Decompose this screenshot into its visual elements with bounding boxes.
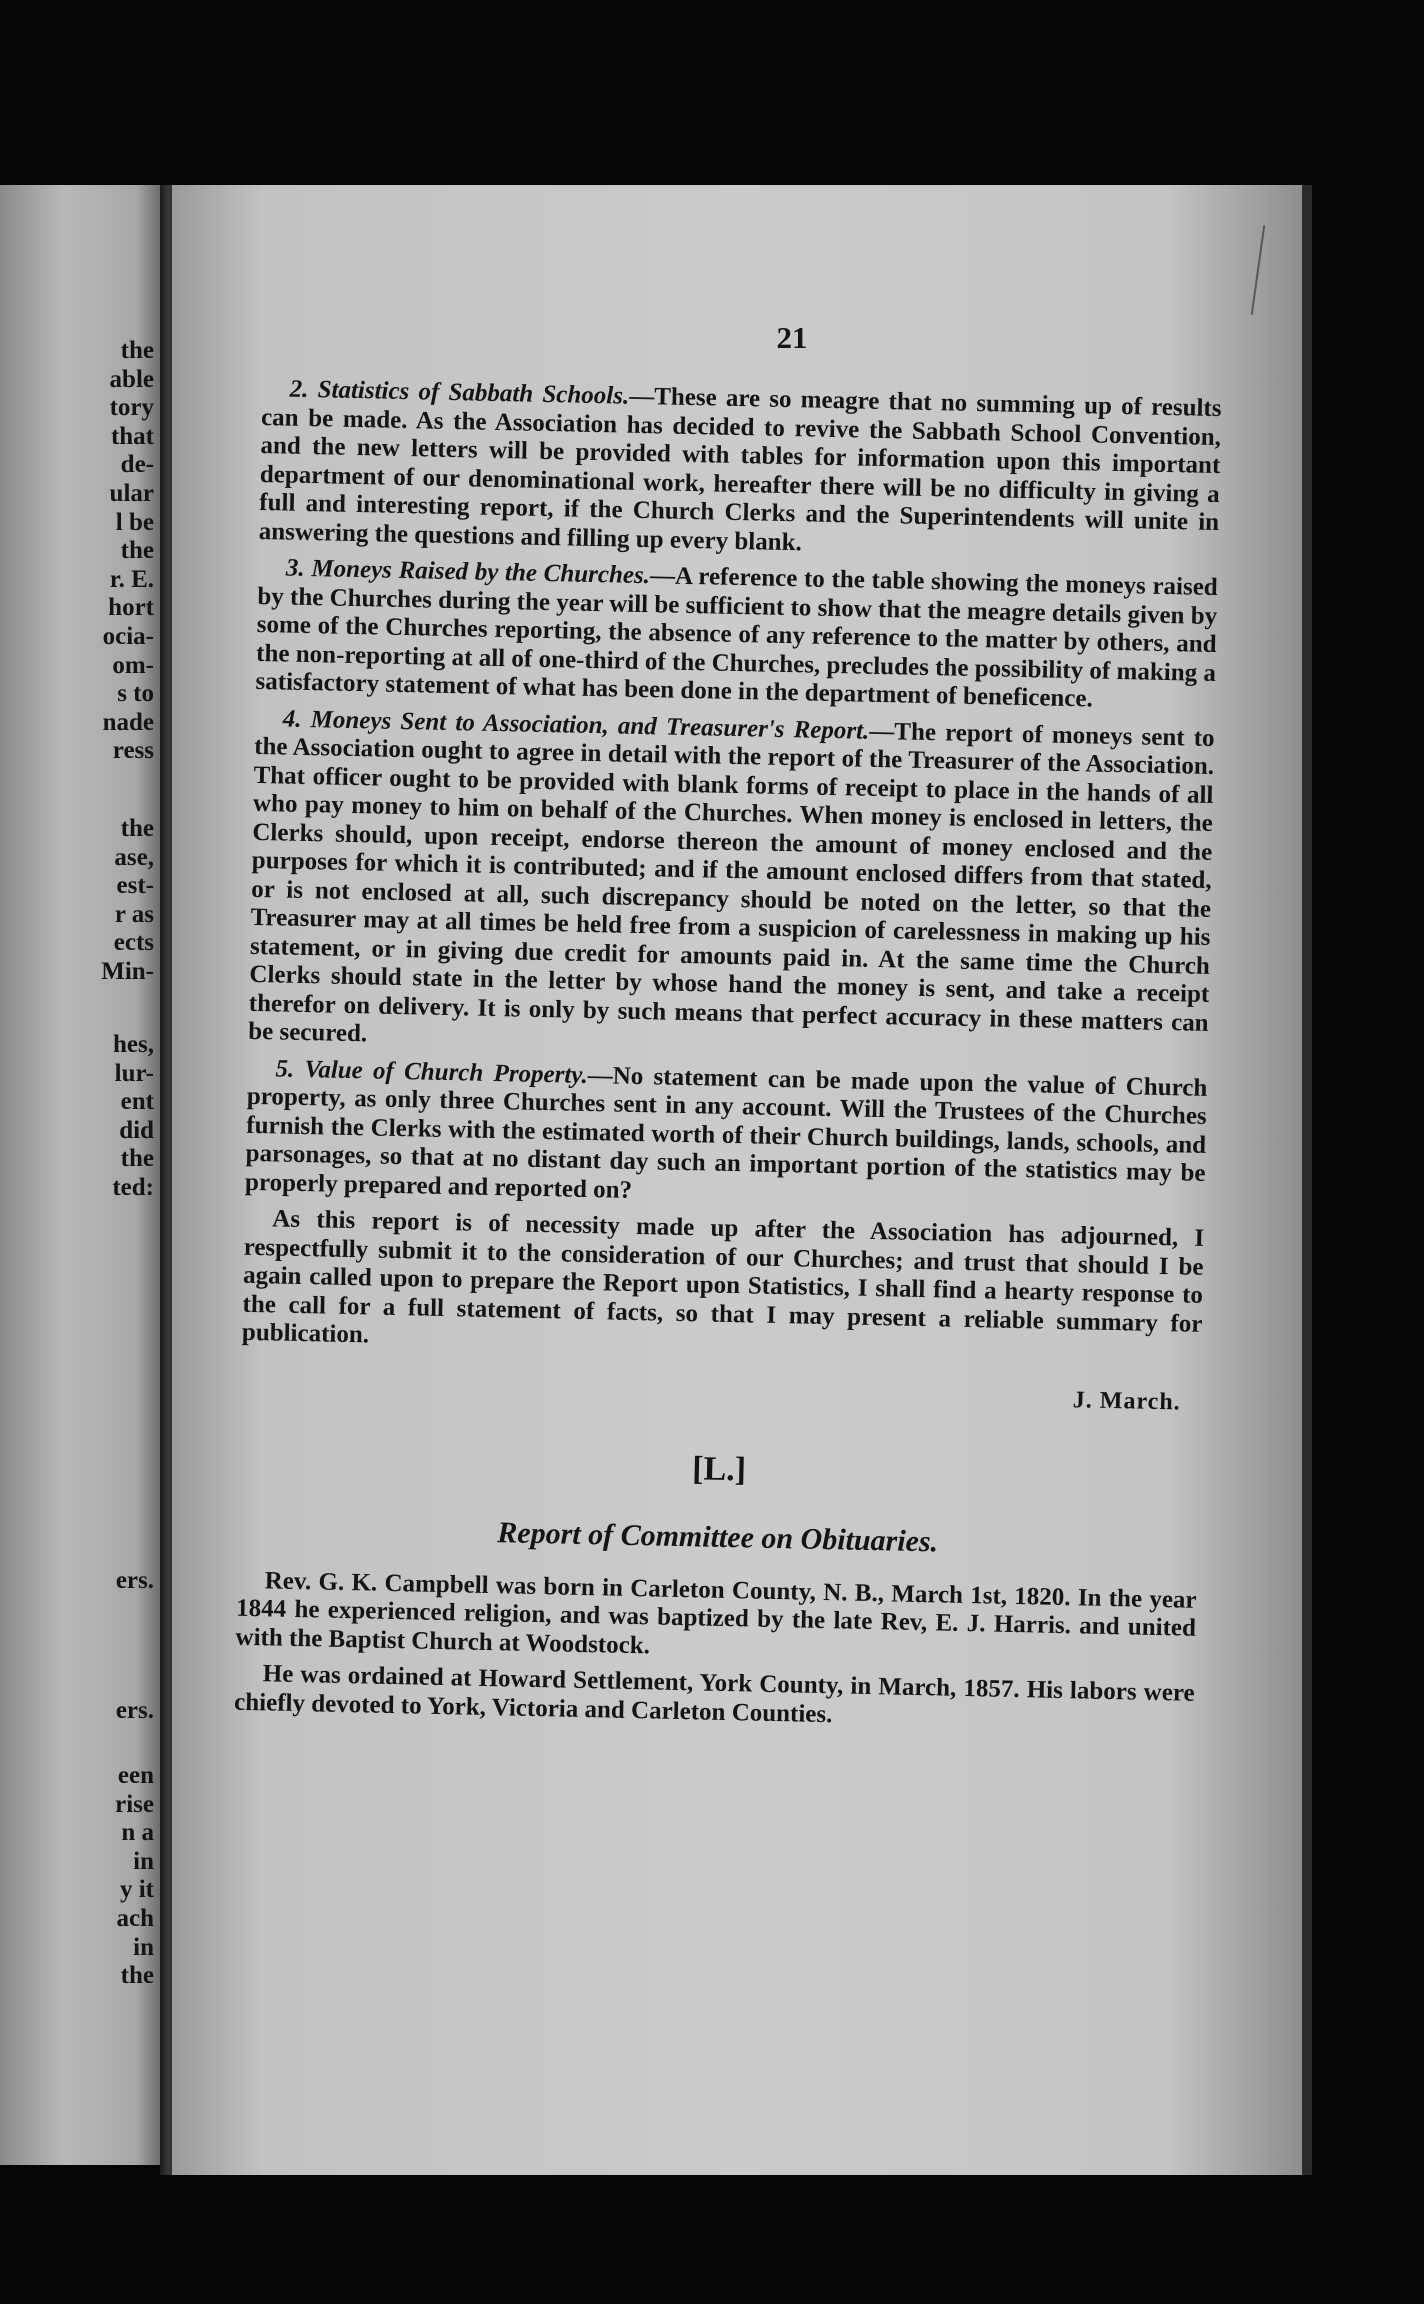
page-number: 21 — [776, 320, 808, 355]
paragraph-church-property — [245, 1054, 1208, 1217]
paragraph-sabbath-schools — [258, 375, 1221, 566]
left-fragment: ress — [112, 737, 154, 765]
left-page-fragment-ers-2 — [4, 1697, 154, 1726]
paragraph-body: —A reference to the table showing the moneys raised by the Churches during the year will be sufficient to show that the meagre details given by some of the Churches reporting, the absence of any reference to the matter by others, and the non-reporting at all of one-third of the Churches, precludes the possibility of making a satisfactory statement of what has been done in the department of beneficence. — [255, 562, 1219, 713]
left-facing-page — [0, 185, 160, 2165]
left-fragment: ted: — [112, 1173, 154, 1201]
left-fragment: did — [119, 1116, 154, 1144]
paragraph-body: —The report of moneys sent to the Association ought to agree in detail with the report of the Treasurer of the Association. That officer ought to be provided with blank forms of receipt to place in the hands of all who pay money to him on behalf of the Churches. When money is enclosed in letters, the Clerks should, upon receipt, endorse thereon the amount of money enclosed and the purposes for which it is contributed; and if the amount enclosed differs from that stated, or is not enclosed at all, such discrepancy should be noted on the letter, so that the Treasurer may at all times be held free from a suspicion of carelessness in making up his statement, or in giving due credit for amounts paid in. At the same time the Church Clerks should state in the letter by whose hand the money is sent, and take a receipt therefor on delivery. It is only by such means that perfect accuracy in these matters can be secured. — [247, 717, 1215, 1048]
paragraph-heading: 3. Moneys Raised by the Churches. — [285, 554, 651, 590]
left-fragment: able — [109, 365, 154, 393]
left-fragment: y it — [119, 1876, 154, 1904]
left-fragment: ers. — [115, 1567, 154, 1594]
left-page-fragments-mid — [4, 815, 154, 987]
left-fragment: the — [120, 537, 154, 565]
left-fragment: s to — [117, 680, 154, 708]
left-fragment: est- — [116, 872, 154, 900]
left-fragment: l be — [115, 508, 154, 536]
left-fragment: ase, — [114, 843, 154, 871]
left-page-fragments-top — [4, 337, 154, 766]
obituary-paragraph: Rev. G. K. Campbell was born in Carleton County, N. B., March 1st, 1820. In the year 1844 he experienced religion, and was baptized by the late Rev, E. J. Harris. and united with the Baptist Church at Woodstock. — [235, 1566, 1197, 1659]
paragraph-moneys-raised — [255, 554, 1218, 717]
section-title: Report of Committee on Obituaries. — [497, 1515, 939, 1558]
paragraph-heading: 2. Statistics of Sabbath Schools. — [289, 375, 630, 410]
left-fragment: ects — [113, 929, 154, 957]
left-fragment: r as — [114, 900, 154, 928]
left-fragment: lur- — [114, 1059, 154, 1087]
left-page-fragment-ers-1 — [4, 1567, 154, 1596]
paragraph-heading: 5. Value of Church Property. — [275, 1054, 589, 1089]
left-page-fragments-lower — [4, 1031, 154, 1203]
left-fragment: r. E. — [109, 565, 154, 593]
paragraph-body: —No statement can be made upon the value of Church property, as only three Churches sent in any account. Will the Trustees of the Churches furnish the Clerks with the estimated worth of their Church buildings, lands, schools, and parsonages, so that at no distant day such an important portion of the statistics may be properly prepared and reported on? — [244, 1061, 1208, 1204]
left-fragment: ent — [120, 1088, 154, 1116]
left-fragment: ers. — [115, 1697, 154, 1724]
left-fragment: the — [120, 815, 154, 842]
left-fragment: that — [110, 422, 154, 450]
left-page-fragments-bottom — [4, 1762, 154, 1991]
paragraph-heading: 4. Moneys Sent to Association, and Treasurer's Report. — [282, 705, 870, 745]
left-fragment: hes, — [113, 1031, 154, 1058]
section-mark: [L.] — [691, 1449, 747, 1488]
left-fragment: een — [117, 1762, 154, 1789]
page-21 — [172, 185, 1302, 2175]
left-fragment: rise — [115, 1790, 154, 1818]
left-fragment: de- — [120, 451, 154, 479]
signature: J. March. — [1072, 1386, 1181, 1415]
left-fragment: nade — [102, 708, 154, 736]
paragraph-closing — [242, 1205, 1205, 1368]
left-fragment: the — [120, 337, 154, 364]
left-fragment: n a — [121, 1819, 154, 1847]
page-edge — [1302, 185, 1312, 2175]
paragraph-body: As this report is of necessity made up after the Association has adjourned, I respectfully submit it to the consideration of our Churches; and trust that should I be again called upon to prepare the Report upon Statistics, I shall find a hearty response to the call for a full statement of facts, so that I may present a reliable summary for publication. — [241, 1205, 1205, 1349]
left-fragment: tory — [109, 394, 154, 422]
left-fragment: Min- — [101, 957, 154, 985]
left-fragment: in — [133, 1933, 154, 1961]
left-fragment: ach — [116, 1904, 154, 1932]
page-scratch-mark — [1251, 225, 1266, 314]
report-text — [234, 375, 1222, 1745]
obituary-paragraph: He was ordained at Howard Settlement, York County, in March, 1857. His labors were chiefly devoted to York, Victoria and Carleton Counties. — [233, 1660, 1195, 1728]
left-fragment: ocia- — [102, 622, 154, 650]
left-fragment: the — [120, 1145, 154, 1173]
left-fragment: om- — [112, 651, 154, 679]
left-fragment: the — [120, 1962, 154, 1990]
paragraph-moneys-sent — [248, 704, 1215, 1066]
left-fragment: in — [133, 1847, 154, 1875]
left-fragment: ular — [109, 479, 154, 507]
paragraph-body: —These are so meagre that no summing up of results can be made. As the Association has decided to revive the Sabbath School Convention, and the new letters will be provided with tables for information upon this important department of our denominational work, hereafter there will be no difficulty in giving a full and interesting report, if the Church Clerks and the Superintendents will unite in answering the questions and filling up every blank. — [258, 382, 1222, 556]
left-fragment: hort — [108, 594, 154, 622]
